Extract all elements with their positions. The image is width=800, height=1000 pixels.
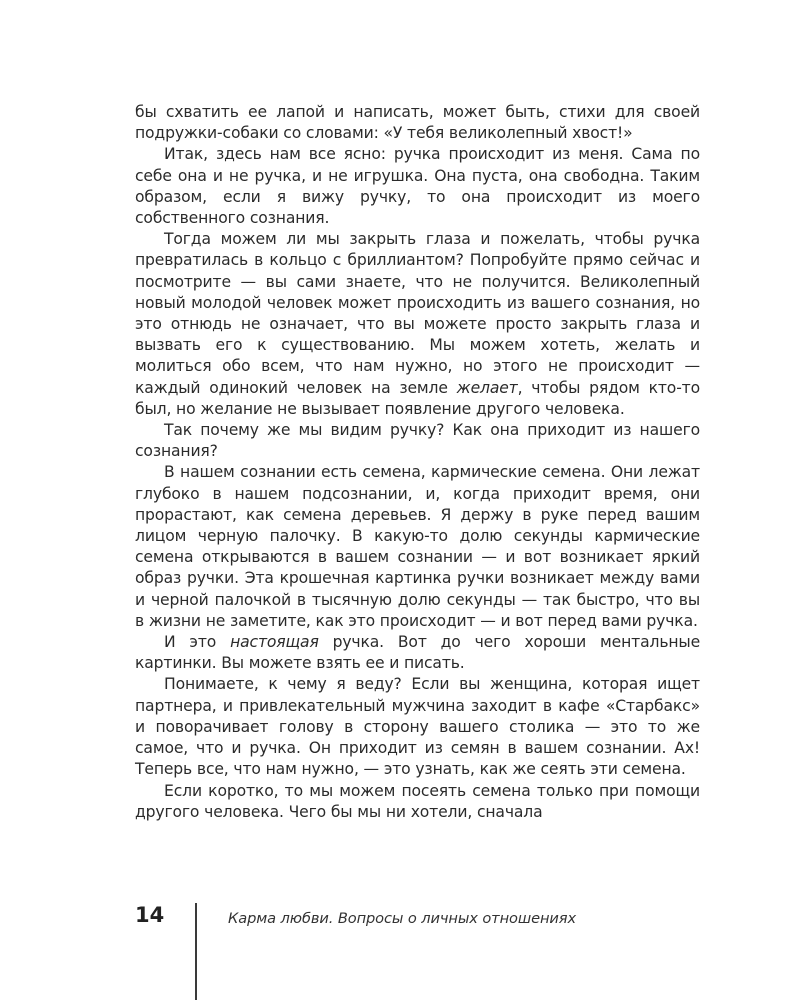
paragraph-text: Итак, здесь нам все ясно: ручка происходит из меня. Сама по себе она и не ручка, и не игрушка. Она пуста, она свободна. Таким образом, если я вижу ручку, то она происходит из моего собственного сознания. (135, 145, 700, 228)
emphasis-text: настоящая (230, 633, 319, 652)
footer-divider (195, 903, 197, 1000)
paragraph-text: В нашем сознании есть семена, кармические семена. Они лежат глубоко в нашем подсознании, и, когда приходит время, они прорастают, как семена деревьев. Я держу в руке перед вашим лицом черную палочку. В какую-то долю секунды кармические семена открываются в вашем сознании — и вот возникает яркий образ ручки. Эта крошечная картинка ручки возникает между вами и черной палочкой в тысячную долю секунды — так быстро, что вы в жизни не заметите, как это происходит — и вот перед вами ручка. (135, 463, 700, 630)
paragraph-text: Тогда можем ли мы закрыть глаза и пожелать, чтобы ручка превратилась в кольцо с бриллиантом? Попробуйте прямо сейчас и посмотрите — вы сами знаете, что не получится. Великолепный новый молодой человек может происходить из вашего сознания, но это отнюдь не означает, что вы можете просто закрыть глаза и вызвать его к существованию. Мы можем хотеть, желать и молиться обо всем, что нам нужно, но этого не происходит — каждый одинокий человек на земле (135, 230, 700, 397)
paragraph-text: Понимаете, к чему я веду? Если вы женщина, которая ищет партнера, и привлекательный мужчина заходит в кафе «Старбакс» и поворачивает голову в сторону вашего столика — это то же самое, что и ручка. Он приходит из семян в вашем сознании. Ах! Теперь все, что нам нужно, — это узнать, как же сеять эти семена. (135, 675, 700, 779)
emphasis-text: желает (456, 378, 518, 397)
paragraph-text: Так почему же мы видим ручку? Как она приходит из нашего сознания? (135, 421, 700, 461)
running-title: Карма любви. Вопросы о личных отношениях (228, 910, 577, 927)
page-number: 14 (135, 903, 165, 927)
paragraph-text: , чтобы рядом кто-то был, но желание не вызывает появление другого человека. (135, 378, 701, 418)
paragraph-text: бы схватить ее лапой и написать, может быть, стихи для своей подружки-собаки со словами: «У тебя великолепный хвост!» (135, 103, 700, 143)
paragraph-text: ручка. Вот до чего хороши ментальные картинки. Вы можете взять ее и писать. (135, 633, 701, 673)
paragraph-text: Если коротко, то мы можем посеять семена только при помощи другого человека. Чего бы мы ни хотели, сначала (135, 781, 700, 821)
paragraph-text: И это (164, 633, 217, 652)
